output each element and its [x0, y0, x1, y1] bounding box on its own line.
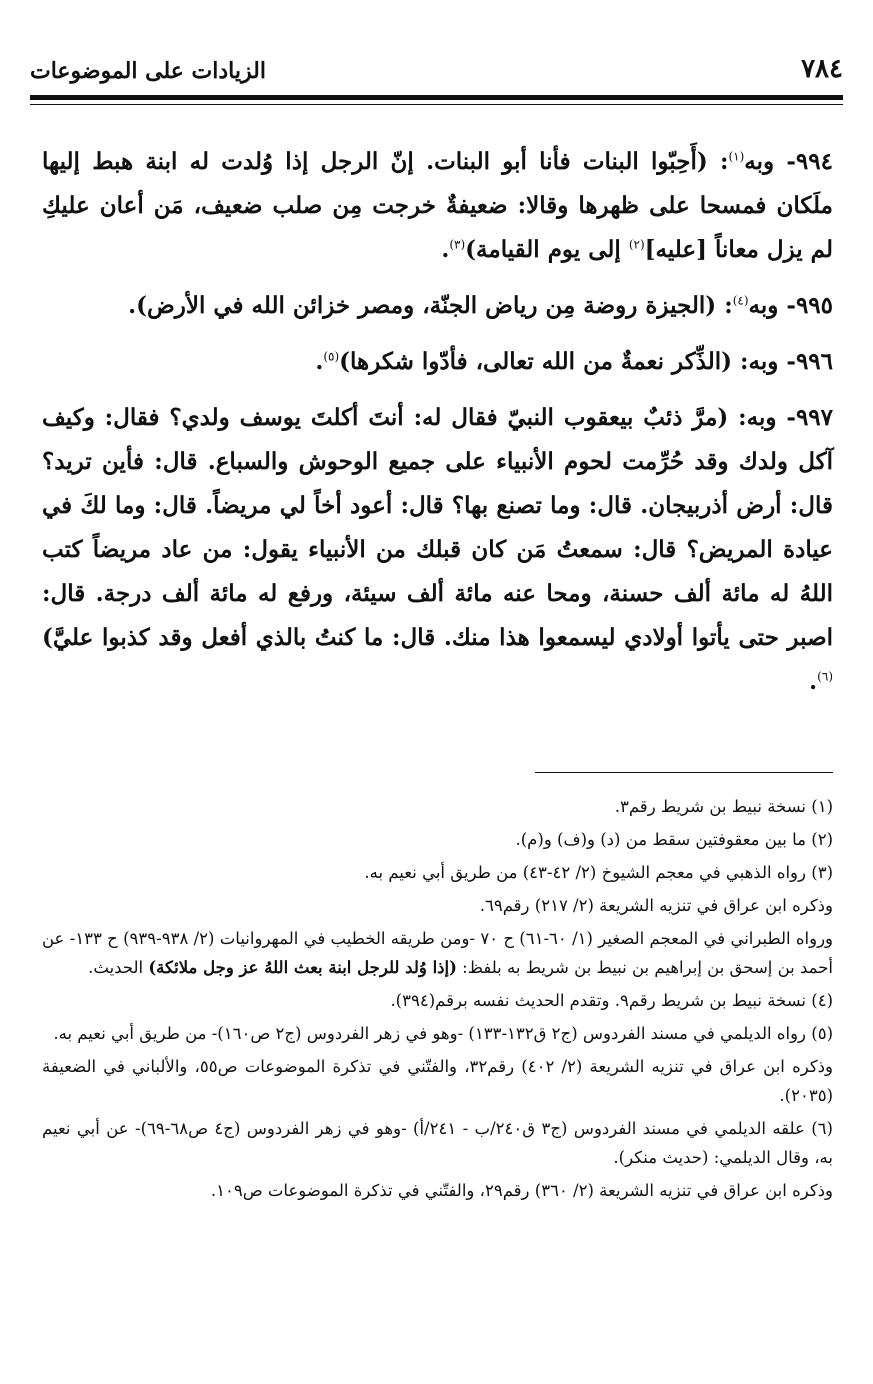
hadith-entry-997: ٩٩٧- وبه: (مرَّ ذئبٌ بيعقوب النبيّ فقال له: أنتَ أكلتَ يوسف ولدي؟ فقال: وكيف آكل ولدك وقد حُرِّمت لحوم الأنبياء على جميع الوحوش والسباع. قال: فأين تريد؟ قال: أرض أذربيجان. قال: وما تصنع بها؟ قال: أعود أخاً لي مريضاً. قال: وما لكَ في عيادة المريض؟ قال: سمعتُ مَن كان قبلك من الأنبياء يقول: من عاد مريضاً كتب اللهُ له مائة ألف حسنة، ومحا عنه مائة ألف سيئة، ورفع له مائة ألف درجة. قال: اصبر حتى يأتوا أولادي ليسمعوا هذا منك. قال: ما كنتُ بالذي أفعل وقد كذبوا عليَّ)$^{(٦)}$.: [42, 404, 833, 695]
footnote: وذكره ابن عراق في تنزيه الشريعة (٢/ ٤٠٢) رقم٣٢، والفتّني في تذكرة الموضوعات ص٥٥، والألباني في الضعيفة (٢٠٣٥).: [42, 1057, 833, 1105]
footnote-ref: (٥): [323, 349, 340, 364]
footnote-ref: (٢): [628, 237, 645, 252]
page-header: [30, 44, 843, 84]
footnote-ref: (٣): [449, 237, 466, 252]
footnote: (٤) نسخة نبيط بن شريط رقم٩. وتقدم الحديث نفسه برقم(٣٩٤).: [390, 991, 833, 1010]
running-title: الزيادات على الموضوعات: [30, 58, 266, 84]
header-rule-thick: [30, 95, 843, 100]
hadith-entry-996: ٩٩٦- وبه: (الذِّكر نعمةٌ من الله تعالى، فأدّوا شكرها)$^{(٥)}$.: [315, 348, 833, 375]
footnote: وذكره ابن عراق في تنزيه الشريعة (٢/ ٣٦٠) رقم٢٩، والفتّني في تذكرة الموضوعات ص١٠٩.: [210, 1181, 833, 1200]
hadith-entry-994: ٩٩٤- وبه$^{(١)}$: (أَحِبّوا البنات فأنا أبو البنات. إنّ الرجل إذا وُلدت له ابنة هبط إليها ملَكان فمسحا على ظهرها وقالا: ضعيفةٌ خرجت مِن صلب ضعيف، مَن أعان عليكِ لم يزل معاناً [عليه]$^{(٢)}$ إلى يوم القيامة)$^{(٣)}$.: [42, 148, 833, 263]
footnotes: [42, 792, 833, 1209]
main-text: [42, 140, 833, 716]
footnote: وذكره ابن عراق في تنزيه الشريعة (٢/ ٢١٧) رقم٦٩.: [479, 896, 833, 915]
footnote: (٢) ما بين معقوفتين سقط من (د) و(ف) و(م).: [515, 830, 833, 849]
footnote: (١) نسخة نبيط بن شريط رقم٣.: [614, 797, 833, 816]
footnote: (٣) رواه الذهبي في معجم الشيوخ (٢/ ٤٢-٤٣) من طريق أبي نعيم به.: [364, 863, 833, 882]
footnote-separator: [535, 772, 833, 773]
footnote-ref: (٤): [732, 293, 749, 308]
footnote: ورواه الطبراني في المعجم الصغير (١/ ٦٠-٦١) ح ٧٠ -ومن طريقه الخطيب في المهروانيات (٢/ ٩٣٨-٩٣٩) ح ١٣٣- عن أحمد بن إسحق بن إبراهيم بن نبيط بن شريط به بلفظ: (إذا وُلد للرجل ابنة بعث اللهُ عز وجل ملائكة) الحديث.: [42, 929, 834, 977]
footnote: (٦) علقه الديلمي في مسند الفردوس (ج٣ ق٢٤٠/ب - ٢٤١/أ) -وهو في زهر الفردوس (ج٤ ص٦٨-٦٩)- عن أبي نعيم به، وقال الديلمي: (حديث منكر).: [42, 1119, 833, 1167]
page-number: ٧٨٤: [801, 54, 843, 84]
header-rule-thin: [30, 104, 843, 105]
footnote: (٥) رواه الديلمي في مسند الفردوس (ج٢ ق١٣٢-١٣٣) -وهو في زهر الفردوس (ج٢ ص١٦٠)- من طريق أبي نعيم به.: [53, 1024, 833, 1043]
footnote-ref: (١): [728, 149, 745, 164]
footnote-ref: (٦): [817, 669, 833, 684]
hadith-entry-995: ٩٩٥- وبه$^{(٤)}$: (الجيزة روضة مِن رياض الجنّة، ومصر خزائن الله في الأرض).: [128, 292, 833, 319]
